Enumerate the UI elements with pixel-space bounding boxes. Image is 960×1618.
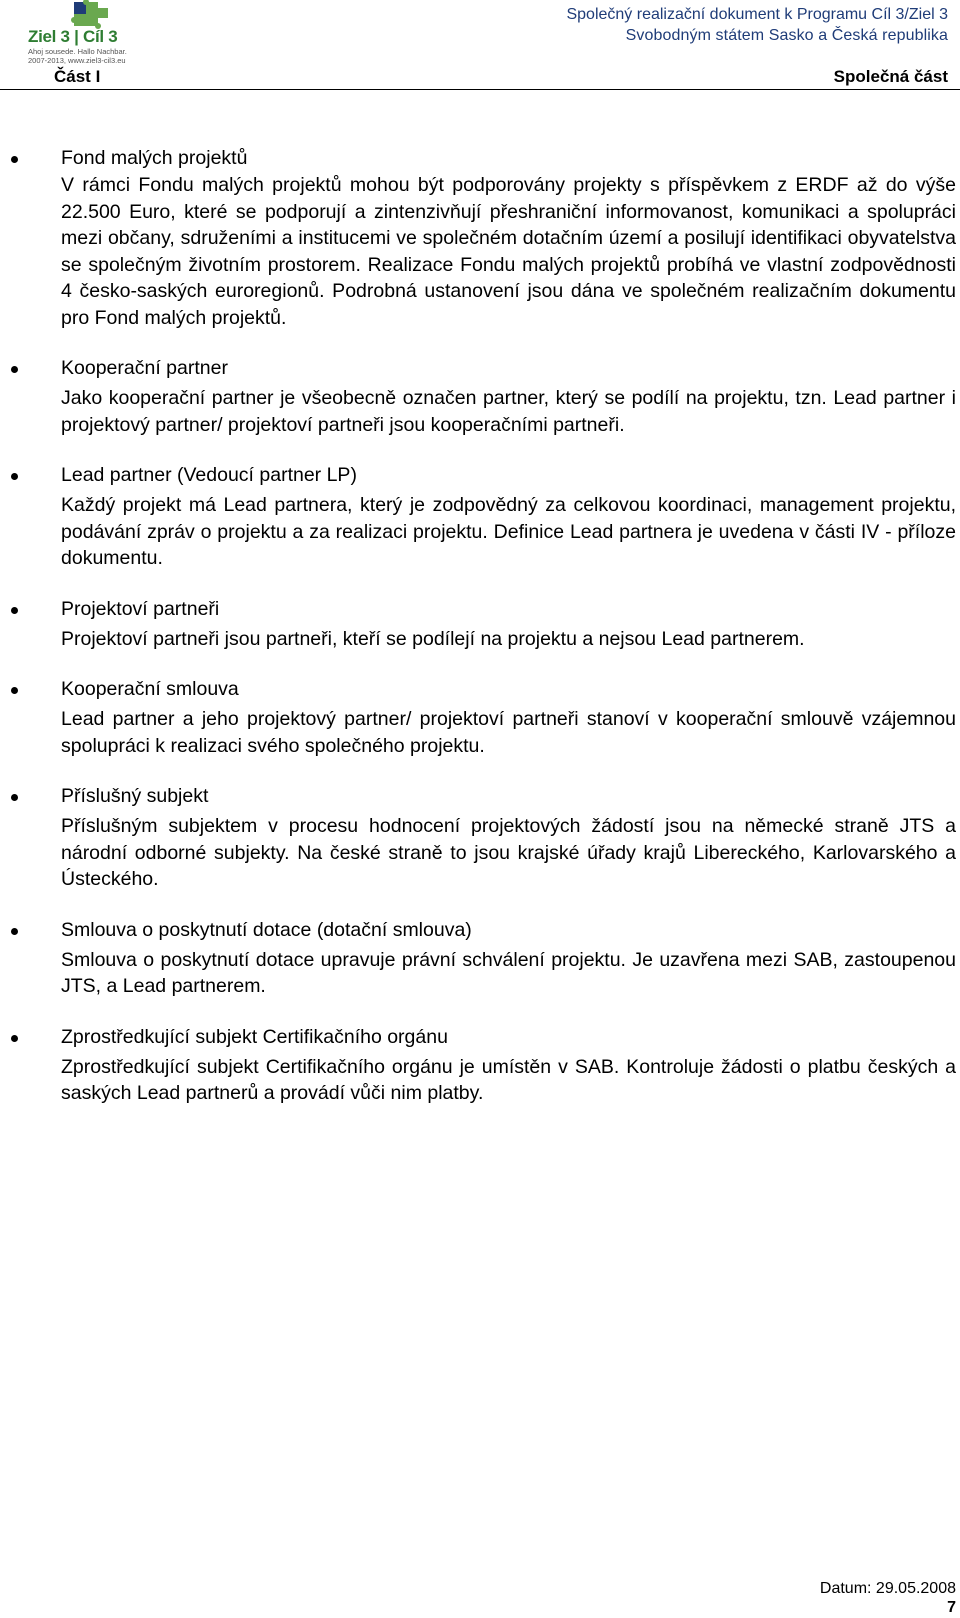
definitions-list — [0, 145, 960, 1131]
logo-subtitle — [28, 47, 127, 65]
item-body: Zprostředkující subjekt Certifikačního orgánu je umístěn v SAB. Kontroluje žádosti o platbu českých a saských Lead partnerů a provádí vůči nim platby. — [61, 1055, 956, 1104]
page-number: 7 — [947, 1599, 956, 1616]
list-item — [0, 145, 960, 331]
bullet-icon — [11, 794, 18, 801]
item-body: Jako kooperační partner je všeobecně označen partner, který se podílí na projektu, tzn. Lead partner i projektový partner/ projektoví partneři jsou kooperačními partneři. — [61, 387, 956, 436]
puzzle-logo-icon — [22, 0, 142, 30]
program-logo — [22, 0, 142, 72]
part-label: Část I — [54, 67, 101, 86]
item-body: Lead partner a jeho projektový partner/ projektoví partneři stanoví v kooperační smlouvě vzájemnou spolupráci k realizaci svého společného projektu. — [61, 708, 956, 757]
bullet-icon — [11, 607, 18, 614]
section-label: Společná část — [833, 67, 948, 86]
page-header — [0, 0, 960, 92]
item-title: Fond malých projektů — [61, 147, 248, 169]
item-body: Každý projekt má Lead partnera, který je zodpovědný za celkovou koordinaci, management projektu, podávání zpráv o projektu a za realizaci projektu. Definice Lead partnera je uvedena v části IV - příloze dokumentu. — [61, 494, 956, 569]
list-item — [0, 917, 960, 1000]
logo-subtitle-line1: Ahoj sousede. Hallo Nachbar. — [28, 47, 127, 56]
item-title: Smlouva o poskytnutí dotace (dotační smlouva) — [61, 918, 472, 941]
document-title-line2: Svobodným státem Sasko a Česká republika — [625, 27, 948, 44]
list-item — [0, 596, 960, 653]
item-title: Projektoví partneři — [61, 597, 220, 620]
item-title: Lead partner (Vedoucí partner LP) — [61, 464, 357, 486]
item-body: Příslušným subjektem v procesu hodnocení projektových žádostí jsou na německé straně JTS a národní odborné subjekty. Na české straně to jsou krajské úřady krajů Libereckého, Karlovarského a Ústeckého. — [61, 815, 956, 890]
logo-subtitle-line2: 2007-2013, www.ziel3-cil3.eu — [28, 56, 126, 65]
bullet-icon — [11, 473, 18, 480]
item-title: Kooperační smlouva — [61, 678, 239, 700]
bullet-icon — [11, 928, 18, 935]
list-item — [0, 783, 960, 893]
item-body: Projektoví partneři jsou partneři, kteří se podílejí na projektu a nejsou Lead partnerem. — [61, 627, 805, 650]
bullet-icon — [11, 1035, 18, 1042]
footer-date: Datum: 29.05.2008 — [819, 1580, 956, 1597]
item-title: Kooperační partner — [61, 357, 228, 379]
list-item — [0, 1024, 960, 1107]
list-item — [0, 462, 960, 572]
bullet-icon — [11, 687, 18, 694]
bullet-icon — [11, 366, 18, 373]
item-body: V rámci Fondu malých projektů mohou být podporovány projekty s příspěvkem z ERDF až do výše 22.500 Euro, které se podporují a zintenzivňují přeshraniční informovanost, komunikaci a spolupráci mezi občany, sdruženími a institucemi ve společném dotačním území a posilují identifikaci obyvatelstva se společným životním prostorem. Realizace Fondu malých projektů probíhá ve vlastní zodpovědnosti 4 česko-saských euroregionů. Podrobná ustanovení jsou dána ve společném realizačním dokumentu pro Fond malých projektů. — [61, 174, 956, 329]
item-title: Příslušný subjekt — [61, 785, 209, 807]
item-body: Smlouva o poskytnutí dotace upravuje právní schválení projektu. Je uzavřena mezi SAB, zastoupenou JTS, a Lead partnerem. — [61, 948, 956, 997]
item-title: Zprostředkující subjekt Certifikačního orgánu — [61, 1025, 448, 1048]
document-title — [566, 4, 948, 46]
header-divider — [0, 89, 960, 90]
list-item — [0, 355, 960, 438]
logo-title: Ziel 3 | Cíl 3 — [28, 27, 118, 46]
list-item — [0, 676, 960, 759]
document-title-line1: Společný realizační dokument k Programu Cíl 3/Ziel 3 — [566, 6, 948, 23]
bullet-icon — [11, 156, 18, 163]
